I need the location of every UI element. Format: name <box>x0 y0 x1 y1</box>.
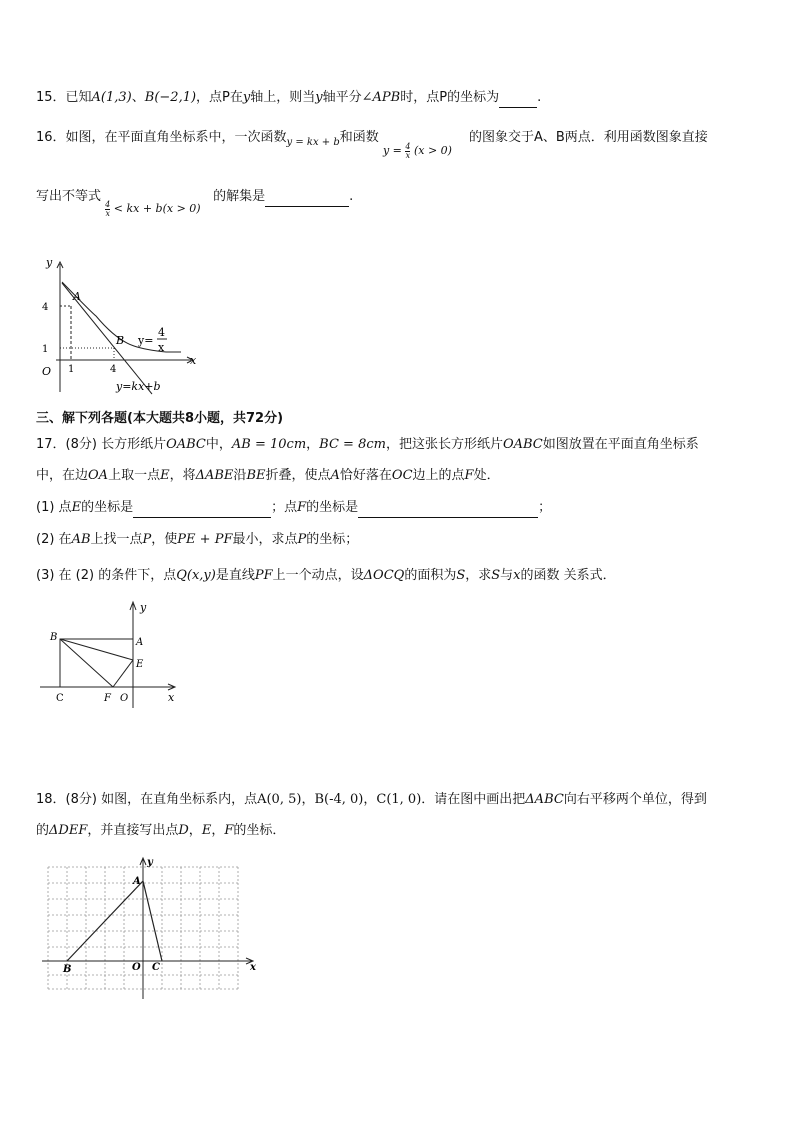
label-b: B <box>63 964 72 975</box>
answer-blank-17-f[interactable] <box>358 503 538 518</box>
section-title: 三、解下列各题(本大题共8小题，共72分) <box>36 411 284 426</box>
point-a: A(1,3) <box>91 90 132 105</box>
label-y: y <box>140 601 147 614</box>
tick-x1: 1 <box>68 364 75 375</box>
label-o: O <box>42 365 52 378</box>
label-y: y <box>46 256 53 269</box>
graph-18 <box>38 855 268 1005</box>
linear-function: y = kx + b <box>286 137 340 148</box>
line-label: y=kx+b <box>116 380 161 393</box>
point-b: B(−2,1) <box>144 90 197 105</box>
answer-blank-16[interactable] <box>265 192 349 207</box>
label-x: x <box>190 354 197 367</box>
inequality: $\frac{4}{x}$ < kx + b(x > 0) <box>105 199 201 218</box>
label-x: x <box>250 962 256 973</box>
q17-sub3: (3) 在 (2) 的条件下，点Q(x,y)是直线PF上一个动点，设ΔOCQ的面积为S，求S与x的函数 关系式． <box>36 568 616 583</box>
curve-label-num: 4 <box>158 326 165 339</box>
q18-line1: 18．(8分) 如图，在直角坐标系内，点A(0, 5)，B(-4, 0)，C(1, 0)．请在图中画出把ΔABC向右平移两个单位，得到 <box>36 792 707 807</box>
angle-apb: ∠APB <box>361 90 401 105</box>
answer-blank-15[interactable] <box>499 93 537 108</box>
label-c: C <box>152 962 160 973</box>
label-b: B <box>116 334 125 347</box>
reciprocal-function: y = $\frac{4}{x}$ (x > 0) <box>382 141 452 160</box>
curve-label-den: x <box>158 341 165 354</box>
label-o: O <box>132 962 141 973</box>
curve-label-prefix: y= <box>138 334 154 347</box>
q17-line1: 17．(8分) 长方形纸片OABC中，AB = 10cm，BC = 8cm，把这张长方形纸片OABC如图放置在平面直角坐标系 <box>36 437 699 452</box>
q17-sub2: (2) 在AB上找一点P，使PE + PF最小，求点P的坐标； <box>36 532 359 547</box>
answer-blank-17-e[interactable] <box>133 503 271 518</box>
q16-line2: 写出不等式 $\frac{4}{x}$ < kx + b(x > 0)的解集是 . <box>36 189 354 218</box>
tick-y4: 4 <box>42 302 49 313</box>
label-b: B <box>50 632 58 643</box>
rectangle-oabc <box>60 639 133 687</box>
label-y: y <box>147 857 153 868</box>
graph-16 <box>36 252 206 398</box>
q15-line: 15．已知A(1,3)、B(−2,1)，点P在y轴上，则当y轴平分∠APB时，点P的坐标为 . <box>36 88 541 108</box>
q17-line2: 中，在边OA上取一点E，将ΔABE沿BE折叠，使点A恰好落在OC边上的点F处． <box>36 468 500 483</box>
segment-fe <box>113 660 133 687</box>
q16-line1: 16．如图，在平面直角坐标系中，一次函数$_{y = kx + b}$和函数 y = $\frac{4}{x}$ (x > 0)的图象交于A、B两点．利用函数图象直接 <box>36 130 708 160</box>
label-c: C <box>56 693 64 704</box>
label-f: F <box>104 693 111 704</box>
label-a: A <box>136 637 144 648</box>
graph-17 <box>36 598 186 710</box>
label-o: O <box>120 693 129 704</box>
tick-y1: 1 <box>42 344 49 355</box>
q18-line2: 的ΔDEF，并直接写出点D，E，F的坐标． <box>36 823 286 838</box>
tick-x4: 4 <box>110 364 117 375</box>
label-e: E <box>136 659 144 670</box>
label-a: A <box>73 290 81 303</box>
q17-sub1: (1) 点E的坐标是 ；点F的坐标是 ； <box>36 498 551 518</box>
segment-ac <box>143 881 162 961</box>
label-a: A <box>133 876 141 887</box>
label-x: x <box>168 691 175 704</box>
